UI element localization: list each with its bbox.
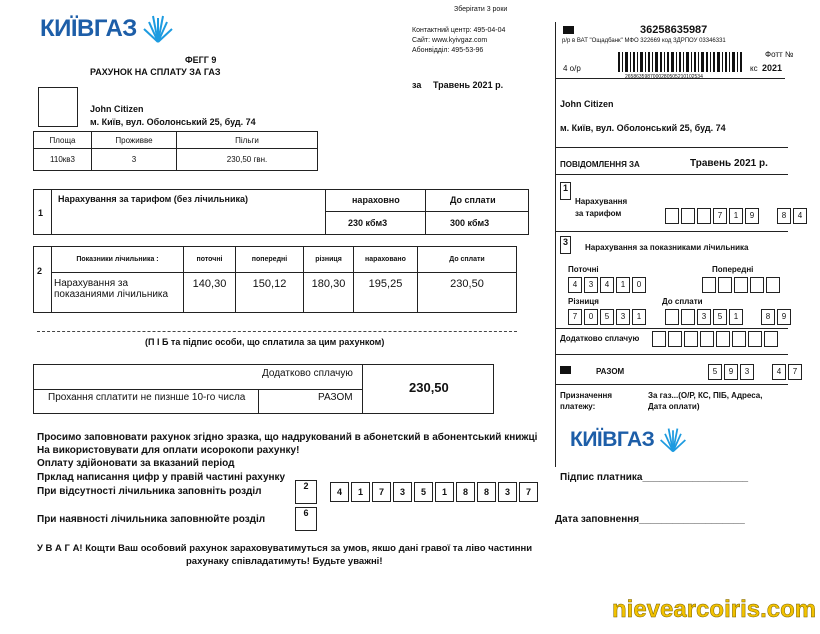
client-address: м. Київ, вул. Оболонський 25, буд. 74 — [90, 117, 256, 127]
accrued-value: 195,25 — [354, 273, 418, 313]
digit-box[interactable] — [668, 331, 682, 347]
period-prefix: за — [412, 80, 422, 90]
form-title: РАХУНОК НА СПЛАТУ ЗА ГАЗ — [90, 67, 221, 77]
current-digits — [568, 277, 648, 293]
sample-digit: 1 — [435, 482, 454, 502]
digit-box[interactable]: 3 — [697, 309, 711, 325]
meter-table — [33, 246, 517, 313]
digit-box[interactable]: 1 — [729, 208, 743, 224]
tear-line — [555, 22, 556, 467]
digit-box[interactable] — [665, 309, 679, 325]
instruction-2: На використовувати для оплати исорокопи рахунку! — [37, 445, 300, 456]
difference-label: Різниця — [568, 297, 599, 306]
digit-box[interactable] — [681, 208, 695, 224]
difference-digits — [568, 309, 648, 325]
instruction-3: Оплату здійоновати за вказаний період — [37, 458, 235, 469]
digit-gap — [745, 309, 759, 325]
accrued-value: 230 кбм3 — [348, 218, 388, 228]
digit-box[interactable]: 0 — [632, 277, 646, 293]
meter-row-label: Нарахування за показаниями лічильника — [52, 273, 184, 313]
flame-icon — [141, 12, 175, 46]
digit-box[interactable]: 3 — [584, 277, 598, 293]
digit-box[interactable]: 5 — [600, 309, 614, 325]
header-residents: Проживве — [92, 132, 177, 149]
sample-section-b: 6 — [295, 507, 317, 531]
digit-box[interactable]: 7 — [568, 309, 582, 325]
extra-pay-label: Додатково сплачую — [560, 334, 640, 343]
sample-digit: 4 — [330, 482, 349, 502]
digit-box[interactable]: 1 — [616, 277, 630, 293]
topay-header: До сплати — [450, 195, 496, 205]
header-area: Площа — [34, 132, 92, 149]
kyivgaz-logo — [40, 12, 175, 46]
digit-box[interactable] — [700, 331, 714, 347]
digit-box[interactable]: 5 — [713, 309, 727, 325]
section-1-digits — [665, 208, 809, 224]
section-3-label: Нарахування за показниками лічильника — [585, 243, 749, 252]
digit-box[interactable] — [750, 277, 764, 293]
notice-label: ПОВІДОМЛЕННЯ ЗА — [560, 160, 640, 169]
watermark — [612, 596, 816, 624]
digit-box[interactable]: 1 — [729, 309, 743, 325]
total-label: РАЗОМ — [596, 367, 625, 376]
digit-box[interactable] — [716, 331, 730, 347]
table-row — [34, 247, 517, 273]
digit-box[interactable] — [665, 208, 679, 224]
section-3-num: 3 — [560, 236, 571, 254]
barcode-caption: 2658635987000280505210102534 — [625, 74, 703, 80]
digit-box[interactable]: 8 — [761, 309, 775, 325]
digit-box[interactable] — [684, 331, 698, 347]
digit-box[interactable] — [718, 277, 732, 293]
total-label: РАЗОМ — [318, 392, 353, 403]
table-row — [34, 149, 318, 171]
sample-digit: 3 — [498, 482, 517, 502]
topay-value: 230,50 — [418, 273, 517, 313]
digit-box[interactable]: 5 — [708, 364, 722, 380]
digit-box[interactable]: 4 — [793, 208, 807, 224]
notice-period: Травень 2021 р. — [690, 158, 768, 169]
deadline-label: Прохання сплатити не пизнше 10-го числа — [48, 392, 246, 403]
digit-box[interactable] — [764, 331, 778, 347]
difference-value: 180,30 — [304, 273, 354, 313]
kyivgaz-logo-small — [570, 425, 688, 455]
period: Травень 2021 р. — [433, 80, 504, 90]
digit-box[interactable]: 3 — [740, 364, 754, 380]
digit-box[interactable] — [732, 331, 746, 347]
instruction-5: При відсутності лічильника заповніть розділ — [37, 486, 262, 497]
section-1-num: 1 — [38, 208, 44, 218]
contact-center: Контактний центр: 495-04-04 — [412, 27, 506, 34]
section-2-num: 2 — [37, 266, 43, 276]
year: 2021 — [762, 63, 783, 73]
digit-box[interactable]: 8 — [777, 208, 791, 224]
black-marker — [560, 366, 571, 374]
current-value: 140,30 — [184, 273, 236, 313]
value-benefits: 230,50 гвн. — [177, 149, 318, 171]
table-row — [34, 273, 517, 313]
sample-digit: 8 — [456, 482, 475, 502]
fill-date: Дата заповнення___________________ — [555, 514, 745, 525]
purpose-label: Призначення платежу: — [560, 391, 613, 411]
digit-gap — [756, 364, 770, 380]
photo-box — [38, 87, 78, 127]
sample-digit: 8 — [477, 482, 496, 502]
client-address: м. Київ, вул. Оболонський 25, буд. 74 — [560, 123, 726, 133]
client-name: John Citizen — [560, 99, 614, 109]
digit-box[interactable] — [697, 208, 711, 224]
signature-caption: (П І Б та підпис особи, що сплатила за цим рахунком) — [145, 337, 385, 347]
section-1-label: Нарахування за тарифом — [575, 197, 628, 218]
digit-box[interactable]: 9 — [724, 364, 738, 380]
value-area: 110кв3 — [34, 149, 92, 171]
digit-box[interactable]: 7 — [788, 364, 802, 380]
flame-icon — [658, 425, 688, 455]
client-name: John Citizen — [90, 104, 144, 114]
contact-office: Абонвідділ: 495-53-96 — [412, 47, 484, 54]
previous-label: Попередні — [712, 265, 754, 274]
form-code: ФЕГГ 9 — [185, 55, 217, 65]
digit-box[interactable] — [702, 277, 716, 293]
current-label: Поточні — [568, 265, 599, 274]
value-residents: 3 — [92, 149, 177, 171]
digit-box[interactable]: 9 — [745, 208, 759, 224]
table-row — [34, 132, 318, 149]
header-benefits: Пільги — [177, 132, 318, 149]
warning-line-1: У В А Г А! Кощти Ваш особовий рахунок зараховуватимуться за умов, якшо дані гравої та ліво частинни — [37, 543, 533, 554]
section-1-num: 1 — [560, 182, 571, 200]
keep-note: Зберігати 3 роки — [454, 6, 508, 13]
topay-digits — [665, 309, 793, 325]
digit-box[interactable]: 0 — [584, 309, 598, 325]
topay-label: До сплати — [662, 297, 703, 306]
digit-box[interactable]: 9 — [777, 309, 791, 325]
instruction-6: При наявності лічильника заповнюйте розділ — [37, 514, 266, 525]
sample-section-a: 2 — [295, 480, 317, 504]
accrued-header: нараховано — [354, 247, 418, 273]
digit-box[interactable]: 1 — [632, 309, 646, 325]
form-code-2: кс — [750, 64, 758, 73]
digit-box[interactable] — [734, 277, 748, 293]
digit-box[interactable]: 4 — [600, 277, 614, 293]
topay-header: До сплати — [418, 247, 517, 273]
digit-box[interactable] — [748, 331, 762, 347]
meter-header: Показники лічильника : — [52, 247, 184, 273]
instruction-1: Просимо заповновати рахунок згідно зразка, що надрукований в абонетский в абонентський книжці — [37, 432, 538, 443]
previous-header: попередні — [236, 247, 304, 273]
previous-digits — [702, 277, 782, 293]
payer-signature: Підпис платника___________________ — [560, 472, 749, 483]
digit-box[interactable]: 3 — [616, 309, 630, 325]
difference-header: різниця — [304, 247, 354, 273]
total-digits — [708, 364, 804, 380]
form-code: Фотт № — [765, 50, 794, 59]
topay-value: 300 кбм3 — [450, 218, 490, 228]
sample-digits — [330, 482, 540, 502]
digit-box[interactable]: 7 — [713, 208, 727, 224]
info-table — [33, 131, 318, 171]
logo-text: КИЇВГАЗ — [570, 428, 655, 451]
section-1-label: Нарахування за тарифом (без лічильника) — [58, 194, 249, 204]
extra-pay-label: Додатково сплачую — [262, 368, 353, 379]
black-marker — [563, 26, 574, 34]
sample-digit: 5 — [414, 482, 433, 502]
contacts — [412, 26, 505, 56]
sample-digit: 3 — [393, 482, 412, 502]
account-number: 36258635987 — [640, 24, 708, 36]
sample-digit: 7 — [372, 482, 391, 502]
digit-box[interactable] — [652, 331, 666, 347]
sample-digit: 7 — [519, 482, 538, 502]
signature-line — [37, 331, 517, 332]
extra-pay-digits — [652, 331, 780, 347]
warning-line-2: рахунаку співладатимуть! Будьте уважні! — [186, 556, 383, 567]
accrued-header: нараховно — [352, 195, 400, 205]
current-header: поточні — [184, 247, 236, 273]
digit-box[interactable]: 4 — [772, 364, 786, 380]
sample-digit: 1 — [351, 482, 370, 502]
logo-text: КИЇВГАЗ — [40, 15, 137, 42]
watermark-text: nievearcoiris.com — [612, 596, 817, 623]
digit-box[interactable] — [681, 309, 695, 325]
instruction-4: Прклад написання цифр у правій частині рахунку — [37, 472, 286, 483]
digit-gap — [761, 208, 775, 224]
purpose-value: За газ...(О/Р, КС, ПІБ, Адреса, Дата оплати) — [648, 391, 763, 411]
digit-box[interactable] — [766, 277, 780, 293]
bank-line: р/р в ВАТ "Ощадбанк" МФО 322669 код ЗДРПОУ 03346331 — [562, 38, 726, 44]
contact-site: Сайт: www.kyivgaz.com — [412, 37, 488, 44]
barcode — [618, 52, 748, 76]
previous-value: 150,12 — [236, 273, 304, 313]
acct-prefix: 4 о/р — [563, 64, 581, 73]
total-amount: 230,50 — [409, 380, 449, 395]
digit-box[interactable]: 4 — [568, 277, 582, 293]
